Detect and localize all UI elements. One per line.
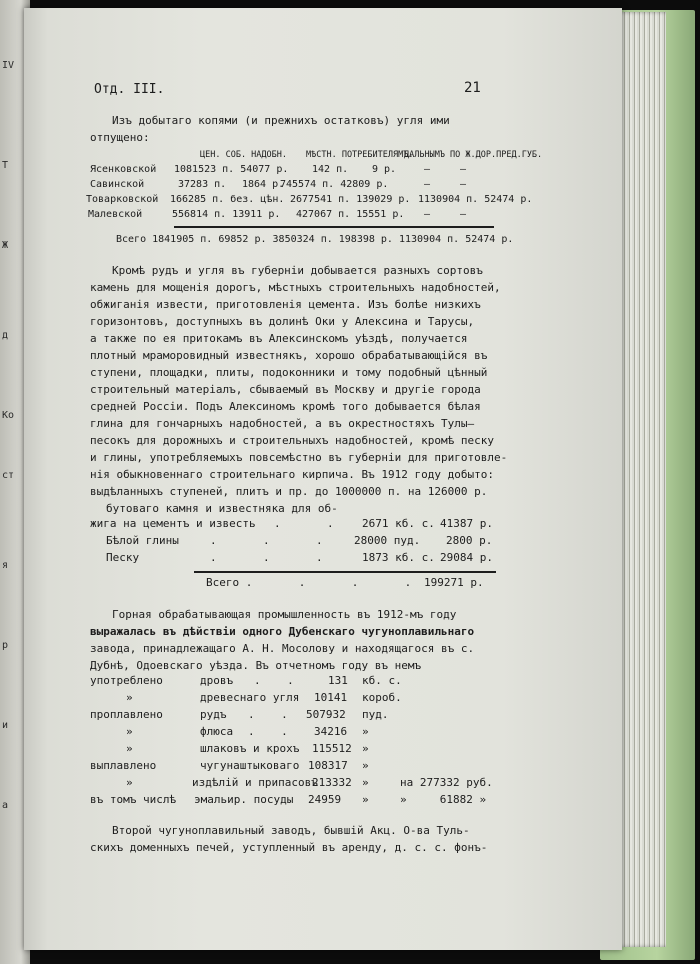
stone-line: выдѣланныхъ ступеней, плитъ и пр. до 1000000 п. на 126000 р. bbox=[90, 485, 488, 498]
section-header: Отд. III. bbox=[94, 82, 165, 97]
coal-row: Малевской 556814 п. 13911 р. 427067 п. 15551 р. — — bbox=[88, 209, 467, 220]
left-page-fragment: ст bbox=[2, 470, 15, 481]
iron-row: употреблено дровъ . . 131 кб. с. bbox=[90, 674, 402, 687]
table-rule bbox=[194, 571, 496, 573]
coal-intro-line: Изъ добытаго копями (и прежнихъ остатковъ) угля ими bbox=[112, 114, 450, 127]
coal-col-header: ЦЕН. СОБ. НАДОБН. bbox=[200, 150, 287, 160]
iron-row: выплавлено чугунаштыковаго 108317 » bbox=[90, 759, 369, 772]
left-page-fragment: д bbox=[2, 330, 9, 341]
table-rule bbox=[174, 226, 494, 228]
iron-row: въ томъ числѣ эмальир. посуды 24959 » » 61882 » bbox=[90, 793, 487, 806]
left-page-fragment: р bbox=[2, 640, 9, 651]
stone-line: бутоваго камня и известняка для об- bbox=[106, 502, 338, 515]
coal-col-header: МѢСТН. ПОТРЕБИТЕЛЯМЪ. bbox=[306, 150, 414, 160]
coal-col-header: ДАЛЬНЫМЪ ПО Ж.ДОР.ПРЕД.ГУБ. bbox=[404, 150, 543, 160]
book-page: Отд. III. 21 Изъ добытаго копями (и прежнихъ остатковъ) угля ими отпущено: ЦЕН. СОБ. НАДОБН. МѢСТН. ПОТРЕБИТЕЛЯМЪ. ДАЛЬНЫМЪ ПО Ж.ДОР.ПРЕД.ГУБ. Ясенковской 1081523 п. 54077 р. 142 п. 9 р. — — Савинской 37283 п. 1864 р. 745574 п. 42809 р. — — Товарковской 166285 п. без. цѣн. 2677541 п. 139029 р. 1130904 п. 52474 р. Малевской 556814 п. 13911 р. 427067 п. 15551 р. — — Всего 1841905 п. 69852 р. 3850324 п. 198398 р. 1130904 п. 52474 р. Кромѣ рудъ и угля въ губерніи добывается разныхъ сортовъ камень для мощенія дорогъ, мѣстныхъ строительныхъ надобностей, обжиганія извести, приготовленія цемента. Изъ болѣе низкихъ горизонтовъ, доступныхъ въ долинѣ Оки у Алексина и Тарусы, а также по ея притокамъ въ Алексинскомъ уѣздѣ, получается плотный мраморовидный известнякъ, хорошо обрабатывающійся въ ступени, площадки, плиты, подоконники и тому подобный цѣнный строительный матеріалъ, сбываемый въ Москву и другіе города средней Россіи. Подъ Алексиномъ кромѣ того добывается бѣлая глина для гончарныхъ надобностей, а въ окрестностяхъ Тулы— песокъ для дорожныхъ и строительныхъ надобностей, кромѣ песку и глины, употребляемыхъ повсемѣстно въ губерніи для приготовле- нія обыкновеннаго строительнаго кирпича. Въ 1912 году добыто: выдѣланныхъ ступеней, плитъ и пр. до 1000000 п. на 126000 р. бутоваго камня и известняка для об- жига на цементъ и известь . . 2671 кб. с. 41387 р. Бѣлой глины . . . 28000 пуд. 2800 р. Песку . . . 1873 кб. с. 29084 р. Всего . . . . 199271 р. Горная обрабатывающая промышленность въ 1912-мъ году выражалась въ дѣйствіи одного Дубенскаго чугуноплавильнаго завода, принадлежащаго А. Н. Мосолову и находящагося въ с. Дубнѣ, Одоевскаго уѣзда. Въ отчетномъ году въ немъ употреблено дровъ . . 131 кб. с. » древеснаго угля 10141 короб. проплавлено рудъ . . 507932 пуд. » флюса . . 34216 » » шлаковъ и крохъ 115512 » выплавлено чугунаштыковаго 108317 » » издѣлій и припасовъ 213332 » на 277332 руб. въ томъ числѣ эмальир. посуды 24959 » » 61882 » Второй чугуноплавильный заводъ, бывшій Акц. О-ва Туль- скихъ доменныхъ печей, уступленный въ аренду, д. с. с. фонъ- bbox=[24, 8, 622, 950]
iron-row: » древеснаго угля 10141 короб. bbox=[126, 691, 402, 704]
coal-row: Ясенковской 1081523 п. 54077 р. 142 п. 9 р. — — bbox=[90, 164, 467, 175]
iron-row: » шлаковъ и крохъ 115512 » bbox=[126, 742, 369, 755]
left-page-fragment: Т bbox=[2, 160, 9, 171]
coal-row: Товарковской 166285 п. без. цѣн. 2677541 п. 139029 р. 1130904 п. 52474 р. bbox=[86, 194, 533, 205]
iron-row: » флюса . . 34216 » bbox=[126, 725, 369, 738]
left-page-fragment: Ж bbox=[2, 240, 9, 251]
left-page-fragment: я bbox=[2, 560, 9, 571]
page-number: 21 bbox=[464, 80, 481, 96]
coal-total-row: Всего 1841905 п. 69852 р. 3850324 п. 198398 р. 1130904 п. 52474 р. bbox=[116, 234, 514, 245]
left-page-fragment: и bbox=[2, 720, 9, 731]
stone-total-row: Всего . . . . 199271 р. bbox=[206, 576, 484, 589]
left-page-fragment: а bbox=[2, 800, 9, 811]
left-page-fragment: IV bbox=[2, 60, 15, 71]
stone-row: Песку . . . 1873 кб. с. 29084 р. bbox=[106, 551, 493, 564]
iron-row: проплавлено рудъ . . 507932 пуд. bbox=[90, 708, 389, 721]
left-page-fragment: Ко bbox=[2, 410, 15, 421]
stone-row: жига на цементъ и известь . . 2671 кб. с. 41387 р. bbox=[90, 517, 493, 530]
coal-intro-line: отпущено: bbox=[90, 131, 150, 144]
iron-row: » издѣлій и припасовъ 213332 » на 277332 руб. bbox=[126, 776, 493, 789]
coal-row: Савинской 37283 п. 1864 р. 745574 п. 42809 р. — — bbox=[90, 179, 467, 190]
stone-row: Бѣлой глины . . . 28000 пуд. 2800 р. bbox=[106, 534, 493, 547]
